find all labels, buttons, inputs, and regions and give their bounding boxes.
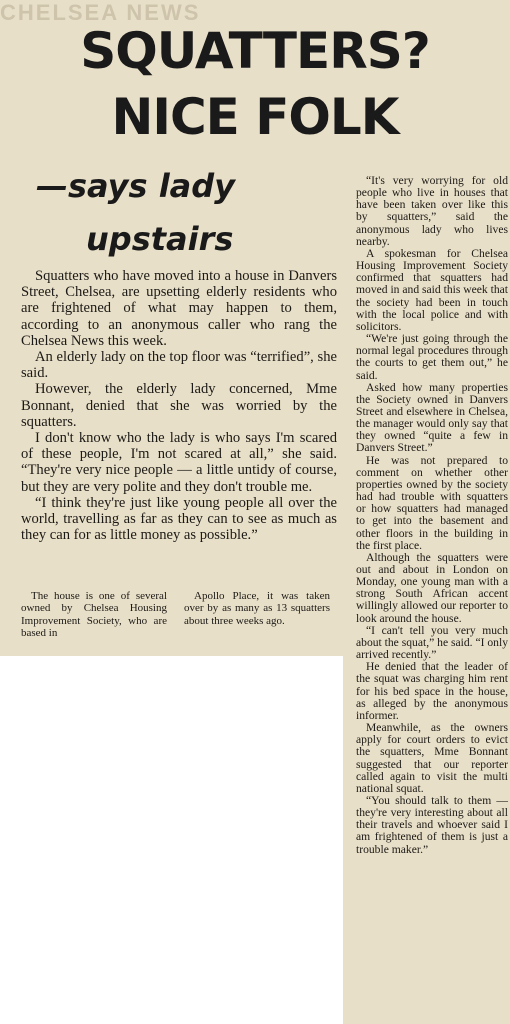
right-paragraph: Meanwhile, as the owners apply for court orders to evict the squatters, Mme Bonnant suggested that our reporter called again to visit the multi national squat. <box>356 721 508 795</box>
lede-paragraph: “I think they're just like young people all over the world, travelling as far as they can to see as much as they can for as little money as possible.” <box>21 494 337 544</box>
subheadline-line-2: upstairs <box>86 220 234 258</box>
lede-paragraph: An elderly lady on the top floor was “terrified”, she said. <box>21 349 337 382</box>
lede-paragraph: However, the elderly lady concerned, Mme Bonnant, denied that she was worried by the squatters. <box>21 381 337 430</box>
right-paragraph: A spokesman for Chelsea Housing Improvement Society confirmed that squatters had moved in and said this week that the society had been in touch with the local police and with solicitors. <box>356 246 508 333</box>
bottom-paragraph: The house is one of several owned by Chelsea Housing Improvement Society, who are based in <box>21 590 167 640</box>
right-paragraph: “We're just going through the normal legal procedures through the courts to get them out,” he said. <box>356 332 508 382</box>
right-paragraph: Although the squatters were out and about in London on Monday, one young man with a strong South African accent willingly allowed our reporter to look around the house. <box>356 550 508 625</box>
lede-paragraph: Squatters who have moved into a house in Danvers Street, Chelsea, are upsetting elderly residents who are frightened of what may happen to them, according to an anonymous caller who rang the Chelsea News this week. <box>21 268 337 349</box>
right-paragraph: “You should talk to them — they're very interesting about all their travels and whoever said I am frightened of them is just a trouble maker.” <box>356 793 508 856</box>
right-paragraph: “I can't tell you very much about the squat,” he said. “I only arrived recently.” <box>356 623 508 662</box>
right-paragraph: Asked how many properties the Society owned in Danvers Street and elsewhere in Chelsea, the manager would only say that they owned “quite a few in Danvers Street.” <box>356 380 508 455</box>
right-paragraph: “It's very worrying for old people who live in houses that have been taken over like this by squatters,” said the anonymous lady who lives nearby. <box>356 174 508 248</box>
right-paragraph: He was not prepared to comment on whether other properties owned by the society had had trouble with squatters or how squatters had managed to get into the basement and other floors in the building in the first place. <box>356 453 508 552</box>
bottom-paragraph: Apollo Place, it was taken over by as many as 13 squatters about three weeks ago. <box>184 590 330 627</box>
masthead-fragment: CHELSEA NEWS <box>0 0 201 22</box>
subheadline-line-1: —says lady <box>36 167 236 205</box>
right-paragraph: He denied that the leader of the squat was charging him rent for his bed space in the house, as alleged by the anonymous informer. <box>356 660 508 722</box>
bottom-column-left <box>21 590 167 640</box>
lede-paragraph: I don't know who the lady is who says I'm scared of these people, I'm not scared at all,” she said. “They're very nice people — a little untidy of course, but they are very polite and they don't trouble me. <box>21 430 337 495</box>
headline-line-1: SQUATTERS? <box>80 22 430 80</box>
right-column <box>356 175 508 856</box>
headline-line-2: NICE FOLK <box>111 88 399 146</box>
lede-body <box>21 268 337 543</box>
bottom-column-right <box>184 590 330 627</box>
